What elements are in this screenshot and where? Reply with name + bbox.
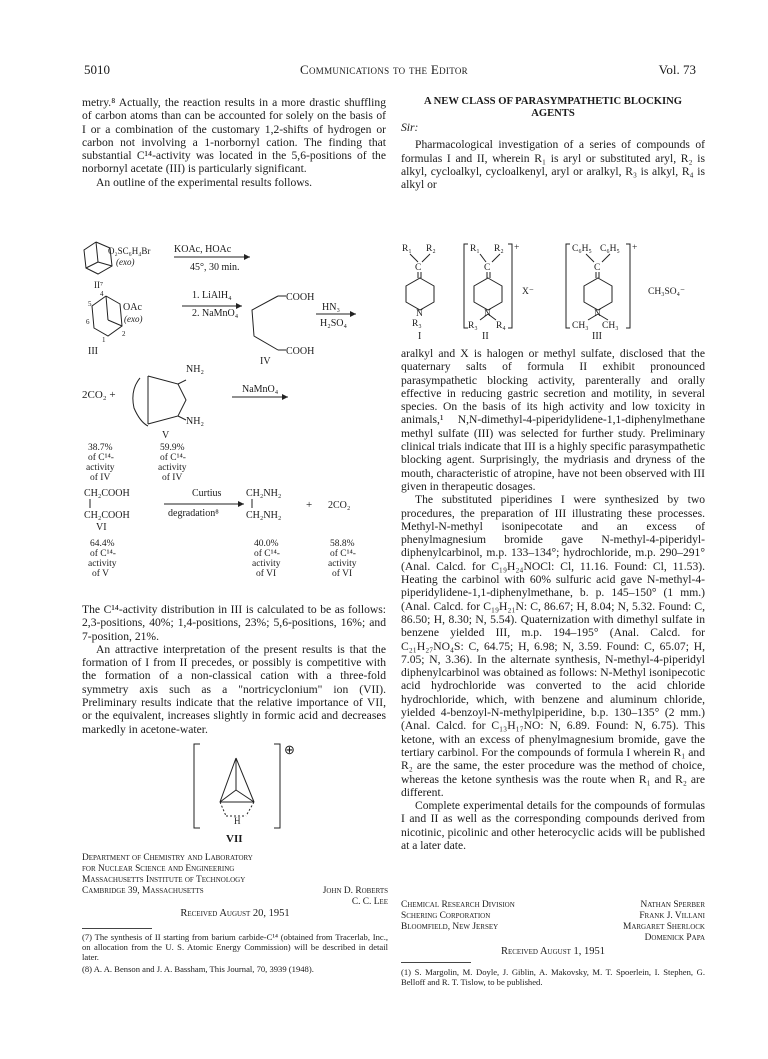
page-header: [0, 62, 768, 82]
svg-text:+: +: [514, 243, 520, 253]
co2-plus: 2CO₂ +: [82, 389, 116, 401]
left-paragraph-2: An outline of the experimental results follows.: [96, 175, 313, 189]
footnote-rule-right: [401, 962, 471, 963]
svg-text:N: N: [416, 309, 423, 319]
cooh-top: COOH: [286, 292, 315, 303]
norbornyl-acetate-structure: [92, 296, 122, 336]
affiliation-line-2: for Nuclear Science and Engineering: [82, 864, 235, 874]
reagent-hn3: HN₃: [322, 302, 340, 313]
svg-text:of VI: of VI: [332, 569, 353, 579]
svg-text:of C¹⁴-: of C¹⁴-: [88, 453, 114, 463]
svg-text:N: N: [594, 309, 601, 319]
formula-III: [566, 243, 685, 330]
right-affiliation: Chemical Research Division Nathan Sperber Schering Corporation Frank J. Villani Bloomfield, New Jersey Margaret Sherlock Domenick Papa: [401, 900, 705, 943]
diamine-structure: [133, 376, 186, 426]
dicarboxylic-acid-structure: [252, 296, 286, 350]
exo-label-2: (exo): [124, 314, 143, 324]
reagent-namno4-2: NaMnO₄: [242, 384, 279, 395]
svg-text:activity: activity: [252, 559, 281, 569]
succinic-acid-top: CH₂COOH: [84, 488, 130, 499]
svg-text:R₂: R₂: [426, 244, 436, 254]
author-roberts: John D. Roberts: [322, 886, 388, 896]
compound-label-V: V: [162, 430, 170, 441]
right-column: [401, 96, 705, 191]
formula-I: [402, 244, 436, 329]
svg-text:5: 5: [88, 300, 92, 308]
article-title: A NEW CLASS OF PARASYMPATHETIC BLOCKING AGENTS: [423, 96, 683, 119]
formula-II: [464, 243, 534, 330]
page-number: 5010: [84, 62, 110, 77]
ethylenediamine-top: CH₂NH₂: [246, 488, 282, 499]
journal-section-title: Communications to the Editor: [300, 62, 468, 77]
svg-text:N: N: [484, 309, 491, 319]
right-paragraph-1: Pharmacological investigation of a series of compounds of formulas I and II, wherein R₁ is aryl or substituted aryl, R₂ is alkyl, cycloalkyl, cycloalkenyl, aryl or aralkyl, R₃ is alkyl, R₄ is alkyl or: [401, 138, 705, 192]
svg-text:40.0%: 40.0%: [254, 539, 279, 549]
svg-text:R₁: R₁: [402, 244, 412, 254]
left-paragraph-4: An attractive interpretation of the present results is that the formation of I from II precedes, or possibly is competitive with the formation of a non-classical cation with a three-fold symmetry axis such as a "nortricyclonium" ion (VII). Preliminary results indicate that the relative importance of VII, or the equivalent, increases slightly in formic acid and decreases markedly in acetone-water.: [82, 642, 386, 736]
footnote-rule-left: [82, 928, 152, 929]
activity-percent-4: [252, 539, 281, 579]
svg-text:activity: activity: [328, 559, 357, 569]
svg-text:activity: activity: [158, 463, 187, 473]
svg-text:of VI: of VI: [256, 569, 277, 579]
label-II: II: [482, 331, 489, 342]
svg-text:CH₃SO₄⁻: CH₃SO₄⁻: [648, 287, 685, 297]
co2-product: 2CO₂: [328, 500, 351, 511]
svg-text:38.7%: 38.7%: [88, 443, 113, 453]
right-column-body: [401, 347, 705, 852]
ethylenediamine-bottom: CH₂NH₂: [246, 510, 282, 521]
piperidine-structures: [396, 242, 706, 330]
acetate-group: OAc: [123, 302, 142, 313]
svg-text:R₃: R₃: [412, 319, 422, 329]
svg-text:R₂: R₂: [494, 244, 504, 254]
left-received-date: Received August 20, 1951: [180, 908, 290, 919]
volume-label: Vol. 73: [658, 62, 696, 77]
svg-text:R₃: R₃: [468, 321, 478, 330]
svg-text:of C¹⁴-: of C¹⁴-: [90, 549, 116, 559]
curtius-label: Curtius: [192, 488, 222, 499]
svg-text:58.8%: 58.8%: [330, 539, 355, 549]
svg-text:activity: activity: [86, 463, 115, 473]
svg-text:CH₃: CH₃: [602, 321, 619, 330]
reaction-scheme: [82, 240, 388, 600]
nortricyclonium-structure: [190, 740, 310, 845]
activity-percent-2: [158, 443, 187, 483]
right-received-date: Received August 1, 1951: [500, 946, 606, 957]
affiliation-location: Cambridge 39, Massachusetts: [82, 886, 204, 896]
svg-text:CH₃: CH₃: [572, 321, 589, 330]
activity-percent-5: [328, 539, 357, 579]
affiliation-line-1: Department of Chemistry and Laboratory: [82, 853, 253, 863]
footnote-8: (8) A. A. Benson and J. A. Bassham, This Journal, 70, 3939 (1948).: [82, 964, 314, 974]
left-column: [82, 96, 386, 189]
svg-text:of C¹⁴-: of C¹⁴-: [330, 549, 356, 559]
svg-text:of C¹⁴-: of C¹⁴-: [160, 453, 186, 463]
left-paragraph-3: The C¹⁴-activity distribution in III is calculated to be as follows: 2,3-positions, 40%; 1,4-positions, 23%; 5,6-positions, 16%; and 7-position, 21%.: [82, 603, 386, 643]
svg-text:X⁻: X⁻: [522, 287, 534, 297]
degradation-label: degradation⁸: [168, 508, 219, 519]
reagent-lialh4: 1. LiAlH₄: [192, 290, 232, 301]
succinic-acid-bottom: CH₂COOH: [84, 510, 130, 521]
svg-text:of C¹⁴-: of C¹⁴-: [254, 549, 280, 559]
reagent-namno4: 2. NaMnO₄: [192, 308, 239, 319]
exo-label-1: (exo): [116, 257, 135, 267]
svg-text:C₆H₅: C₆H₅: [572, 244, 592, 254]
right-paragraph-3: The substituted piperidines I were synthesized by two procedures, the preparation of III illustrating these processes. Methyl-N-methyl isonipecotate and an excess of phenylmagnesium bromide gave N-methyl-4-piperidyl-diphenylcarbinol, m.p. 133–134°; hydrochloride, m.p. 290–291° (Anal. Calcd. for C₁₉H₂₄NOCl: Cl, 11.16. Found: Cl, 11.53). Heating the carbinol with 60% sulfuric acid gave N-methyl-4-piperidylidene-1,1-diphenylmethane, b. p. 145–150° (1 mm.) (Anal. Calcd. for C₁₉H₂₁N: C, 86.67; H, 8.04; N, 5.32. Found: C, 86.50; H, 8.30; N, 5.54). Quaternization with dimethyl sulfate in benzene yielded III, m.p. 194–195° (Anal. Calcd. for C₂₁H₂₇NO₄S: C, 64.75; H, 6.98; N, 3.59. Found: C, 65.07; H, 7.05; N, 3.36). In the alternate synthesis, N-methyl-4-piperidyl diphenylcarbinol was obtained as follows: N-Methyl isonipecotic acid hydrochloride was converted to the acid chloride hydrochloride, which, with benzene and aluminum chloride, yielded 4-benzoyl-N-methylpiperidine, b.p. 130–135° (2 mm.) (Anal. Calcd. for C₁₃H₁₇NO: N, 6.89. Found: N, 6.75). This ketone, with an excess of phenylmagnesium bromide, gave the tertiary carbinol. For the compounds of formula I wherein R₁ and R₂ are the same, the ester procedure was the method of choice, whereas the ketone synthesis was the route when R₁ and R₂ are different.: [401, 493, 705, 799]
svg-text:59.9%: 59.9%: [160, 443, 185, 453]
svg-text:C: C: [484, 263, 491, 273]
footnote-1: (1) S. Margolin, M. Doyle, J. Giblin, A. Makovsky, M. T. Spoerlein, I. Stephen, G. Belloff and R. T. Tislow, to be published.: [401, 967, 705, 988]
svg-text:activity: activity: [88, 559, 117, 569]
svg-text:R₄: R₄: [496, 321, 506, 330]
left-paragraph-1: metry.⁸ Actually, the reaction results in a more drastic shuffling of carbon atoms than can be accounted for solely on the basis of I or a combination of the customary 1,2-shifts of hydrogen or carbon not involving a 1-norbornyl cation. The finding that substantial C¹⁴-activity was located in the 5,6-positions of the norbornyl acetate (III) is particularly significant.: [82, 96, 386, 176]
vii-charge: ⊕: [284, 742, 295, 757]
nh2-top: NH₂: [186, 364, 204, 375]
plus-sign: +: [306, 499, 313, 511]
footnote-7: (7) The synthesis of II starting from barium carbide-C¹⁴ (obtained from Tracerlab, Inc., on allocation from the U. S. Atomic Energy Commission) will be described in detail later.: [82, 932, 388, 963]
svg-text:C: C: [415, 263, 422, 273]
reagent-conditions: 45°, 30 min.: [190, 262, 240, 273]
right-paragraph-4: Complete experimental details for the compounds of formulas I and II as well as the corresponding compounds derived from nicotinic, picolinic and other heterocyclic acids will be published at a later date.: [401, 799, 705, 852]
svg-text:of V: of V: [92, 569, 109, 579]
svg-text:6: 6: [86, 318, 90, 326]
compound-label-VII: VII: [226, 833, 243, 845]
label-III: III: [592, 331, 602, 342]
svg-text:of IV: of IV: [162, 473, 183, 483]
compound-label-II: II⁷: [94, 280, 104, 290]
svg-text:2: 2: [122, 330, 126, 338]
svg-text:C₆H₅: C₆H₅: [600, 244, 620, 254]
svg-text:4: 4: [100, 290, 104, 298]
author-lee: C. C. Lee: [351, 897, 388, 907]
vii-hydrogen: H: [234, 816, 241, 826]
left-column-lower: [82, 603, 386, 736]
salutation: Sir:: [401, 121, 419, 134]
svg-text:R₁: R₁: [470, 244, 480, 254]
activity-percent-3: [88, 539, 117, 579]
svg-text:1: 1: [102, 336, 106, 344]
affiliation-line-3: Massachusetts Institute of Technology: [82, 875, 246, 885]
compound-label-III: III: [88, 346, 98, 357]
svg-text:+: +: [632, 243, 638, 253]
compound-label-IV: IV: [260, 356, 271, 367]
svg-text:of IV: of IV: [90, 473, 111, 483]
left-affiliation: [82, 853, 388, 908]
reagent-koac: KOAc, HOAc: [174, 244, 232, 255]
svg-text:64.4%: 64.4%: [90, 539, 115, 549]
activity-percent-1: [86, 443, 115, 483]
nh2-bottom: NH₂: [186, 416, 204, 427]
cooh-bottom: COOH: [286, 346, 315, 357]
right-paragraph-2: aralkyl and X is halogen or methyl sulfate, disclosed that the quaternary salts of formula II exhibit pronounced parasympathetic blocking activity, parenterally and orally effective in reducing gastric secretion and motility, in several species. On the basis of its high activity and low toxicity in animals,¹ N,N-dimethyl-4-piperidylidene-1,1-diphenylmethane methyl sulfate (III) was selected for further study. Preliminary clinical trials indicate that III is a highly specific parasympathetic blocking agent. Surprisingly, the mydriasis and dryness of the mouth, characteristic of atropine, have not been observed with III given in therapeutic dosages.: [401, 347, 705, 493]
brosylate-substituent: O₂SC₆H₄Br: [108, 246, 151, 256]
svg-text:C: C: [594, 263, 601, 273]
compound-label-VI: VI: [96, 522, 107, 533]
reagent-h2so4: H₂SO₄: [320, 318, 347, 329]
label-I: I: [418, 331, 422, 342]
